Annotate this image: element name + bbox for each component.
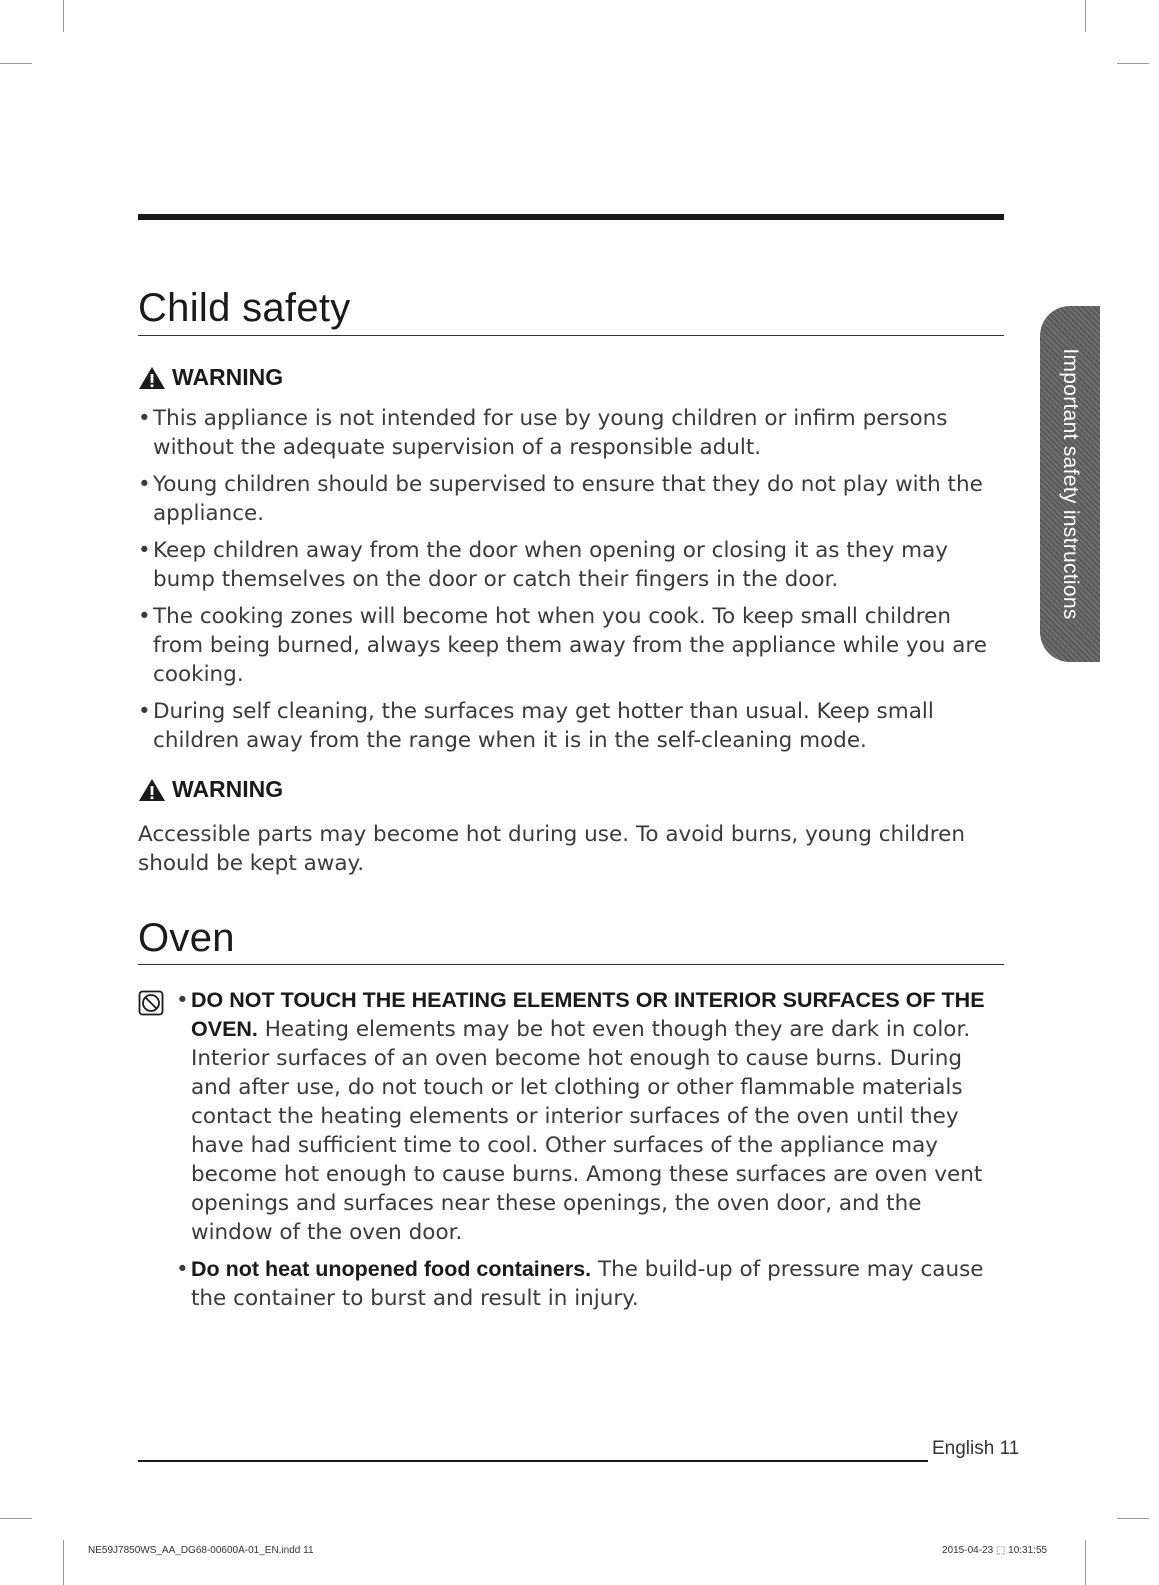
list-item [176, 986, 996, 1247]
section-title-child-safety: Child safety [138, 286, 351, 330]
warning-text: Accessible parts may become hot during use. To avoid burns, young children should be kept away. [138, 822, 965, 876]
item-text: The build-up of pressure may cause the container to burst and result in injury. [191, 1257, 984, 1311]
child-safety-warning-list [138, 404, 998, 763]
section-rule [138, 964, 1004, 965]
print-slug-file: NE59J7850WS_AA_DG68-00600A-01_EN.indd 11 [88, 1545, 314, 1556]
section-rule [138, 335, 1004, 336]
list-item: • This appliance is not intended for use by young children or infirm persons without the adequate supervision of a responsible adult. [138, 404, 998, 462]
crop-mark [1085, 0, 1086, 32]
item-lead: DO NOT TOUCH THE HEATING ELEMENTS OR INTERIOR SURFACES OF THE OVEN. [191, 988, 985, 1041]
item-text: Heating elements may be hot even though they are dark in color. Interior surfaces of an oven become hot enough to cause burns. During and after use, do not touch or let clothing or other flammable materials contact the heating elements or interior surfaces of the oven until they have had sufficient time to cool. Other surfaces of the appliance may become hot enough to cause burns. Among these surfaces are oven vent openings and surfaces near these openings, the oven door, and the window of the oven door. [191, 1017, 983, 1245]
list-item: • The cooking zones will become hot when you cook. To keep small children from being burned, always keep them away from the appliance while you are cooking. [138, 602, 998, 689]
section-title-oven: Oven [138, 916, 235, 960]
crop-mark [0, 63, 32, 64]
list-item: • During self cleaning, the surfaces may get hotter than usual. Keep small children away from the range when it is in the self-cleaning mode. [138, 697, 998, 755]
oven-warning-list [176, 986, 996, 1321]
list-item: • Young children should be supervised to ensure that they do not play with the appliance. [138, 470, 998, 528]
crop-mark [0, 1518, 32, 1519]
crop-mark [1117, 1518, 1149, 1519]
warning-triangle-icon [138, 366, 166, 390]
crop-mark [1117, 63, 1149, 64]
warning-heading [138, 776, 283, 803]
page-number: English 11 [932, 1438, 1020, 1459]
prohibited-icon [138, 990, 164, 1016]
warning-heading [138, 364, 283, 391]
top-rule [138, 214, 1004, 220]
warning-triangle-icon [138, 778, 166, 802]
list-item [176, 1255, 996, 1313]
crop-mark [63, 1540, 64, 1585]
print-slug-date: 2015-04-23 ⬚ 10:31:55 [942, 1545, 1048, 1556]
crop-mark [63, 0, 64, 32]
section-thumb-tab-label: Important safety instructions [1059, 348, 1082, 620]
list-item: • Keep children away from the door when opening or closing it as they may bump themselves on the door or catch their fingers in the door. [138, 536, 998, 594]
warning-label: WARNING [172, 776, 284, 802]
item-lead: Do not heat unopened food containers. [191, 1257, 592, 1281]
footer-rule [138, 1460, 928, 1462]
warning-label: WARNING [172, 364, 284, 390]
crop-mark [1085, 1540, 1086, 1585]
